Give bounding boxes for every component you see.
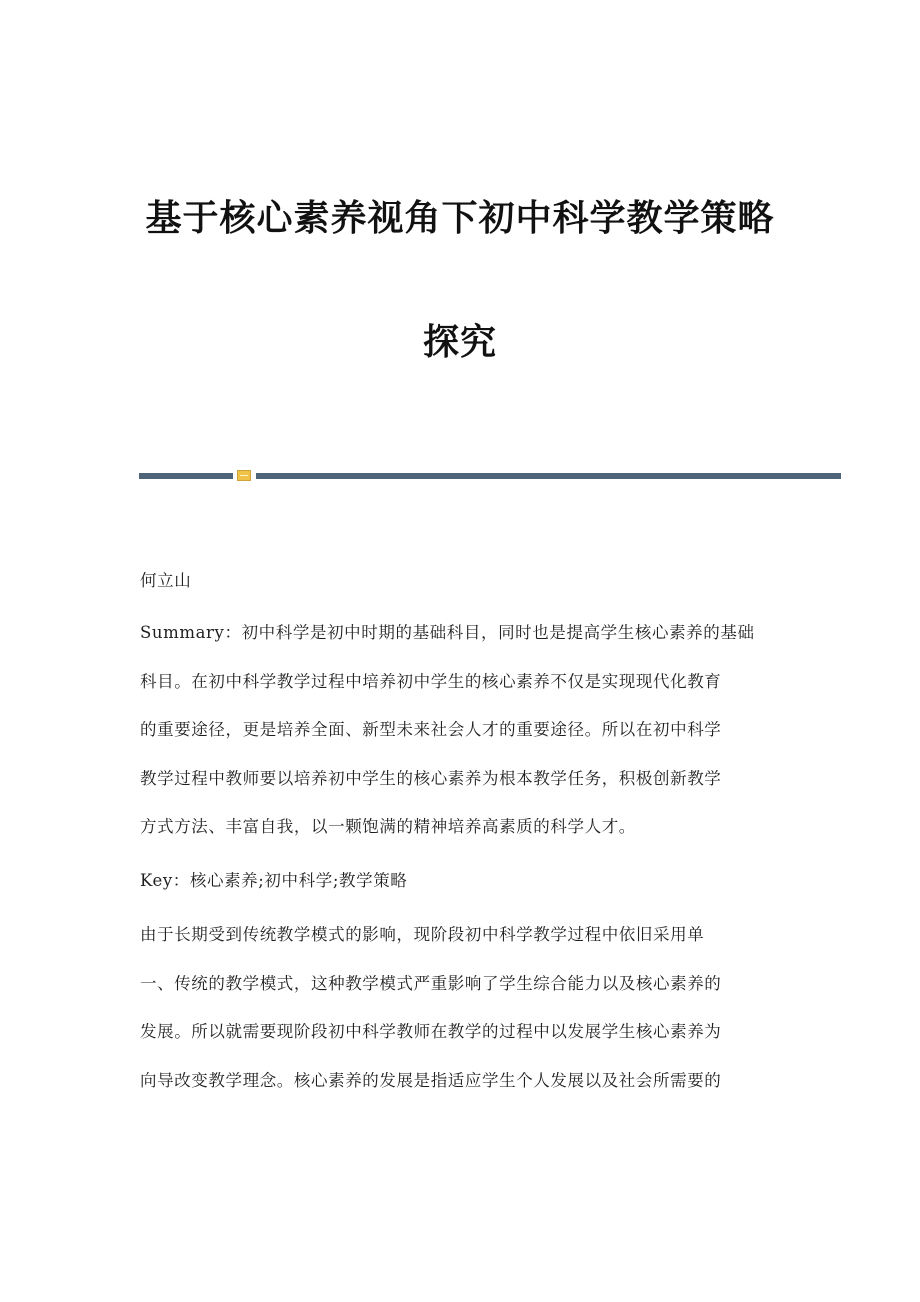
document-title-line-1: 基于核心素养视角下初中科学教学策略 <box>145 198 775 239</box>
divider-ornament-icon <box>237 470 251 481</box>
summary-line: 的重要途径，更是培养全面、新型未来社会人才的重要途径。所以在初中科学 <box>140 720 722 739</box>
intro-line: 发展。所以就需要现阶段初中科学教师在教学的过程中以发展学生核心素养为 <box>140 1022 722 1041</box>
keywords-line: Key：核心素养;初中科学;教学策略 <box>140 871 408 890</box>
intro-line: 一、传统的教学模式，这种教学模式严重影响了学生综合能力以及核心素养的 <box>140 973 722 993</box>
author-name: 何立山 <box>140 571 192 590</box>
summary-paragraph <box>140 609 785 852</box>
intro-paragraph <box>140 911 785 1105</box>
intro-line: 向导改变教学理念。核心素养的发展是指适应学生个人发展以及社会所需要的 <box>140 1070 722 1090</box>
summary-line: 科目。在初中科学教学过程中培养初中学生的核心素养不仅是实现现代化教育 <box>140 671 722 691</box>
summary-line: 方式方法、丰富自我，以一颗饱满的精神培养高素质的科学人才。 <box>140 817 636 836</box>
intro-line: 由于长期受到传统教学模式的影响，现阶段初中科学教学过程中依旧采用单 <box>140 925 705 944</box>
title-divider <box>139 470 841 482</box>
summary-line: 教学过程中教师要以培养初中学生的核心素养为根本教学任务，积极创新教学 <box>140 768 722 788</box>
summary-line: Summary：初中科学是初中时期的基础科目，同时也是提高学生核心素养的基础 <box>140 623 755 642</box>
divider-bar-right <box>256 473 841 479</box>
divider-bar-left <box>139 473 233 479</box>
document-title-line-2: 探究 <box>422 322 497 363</box>
